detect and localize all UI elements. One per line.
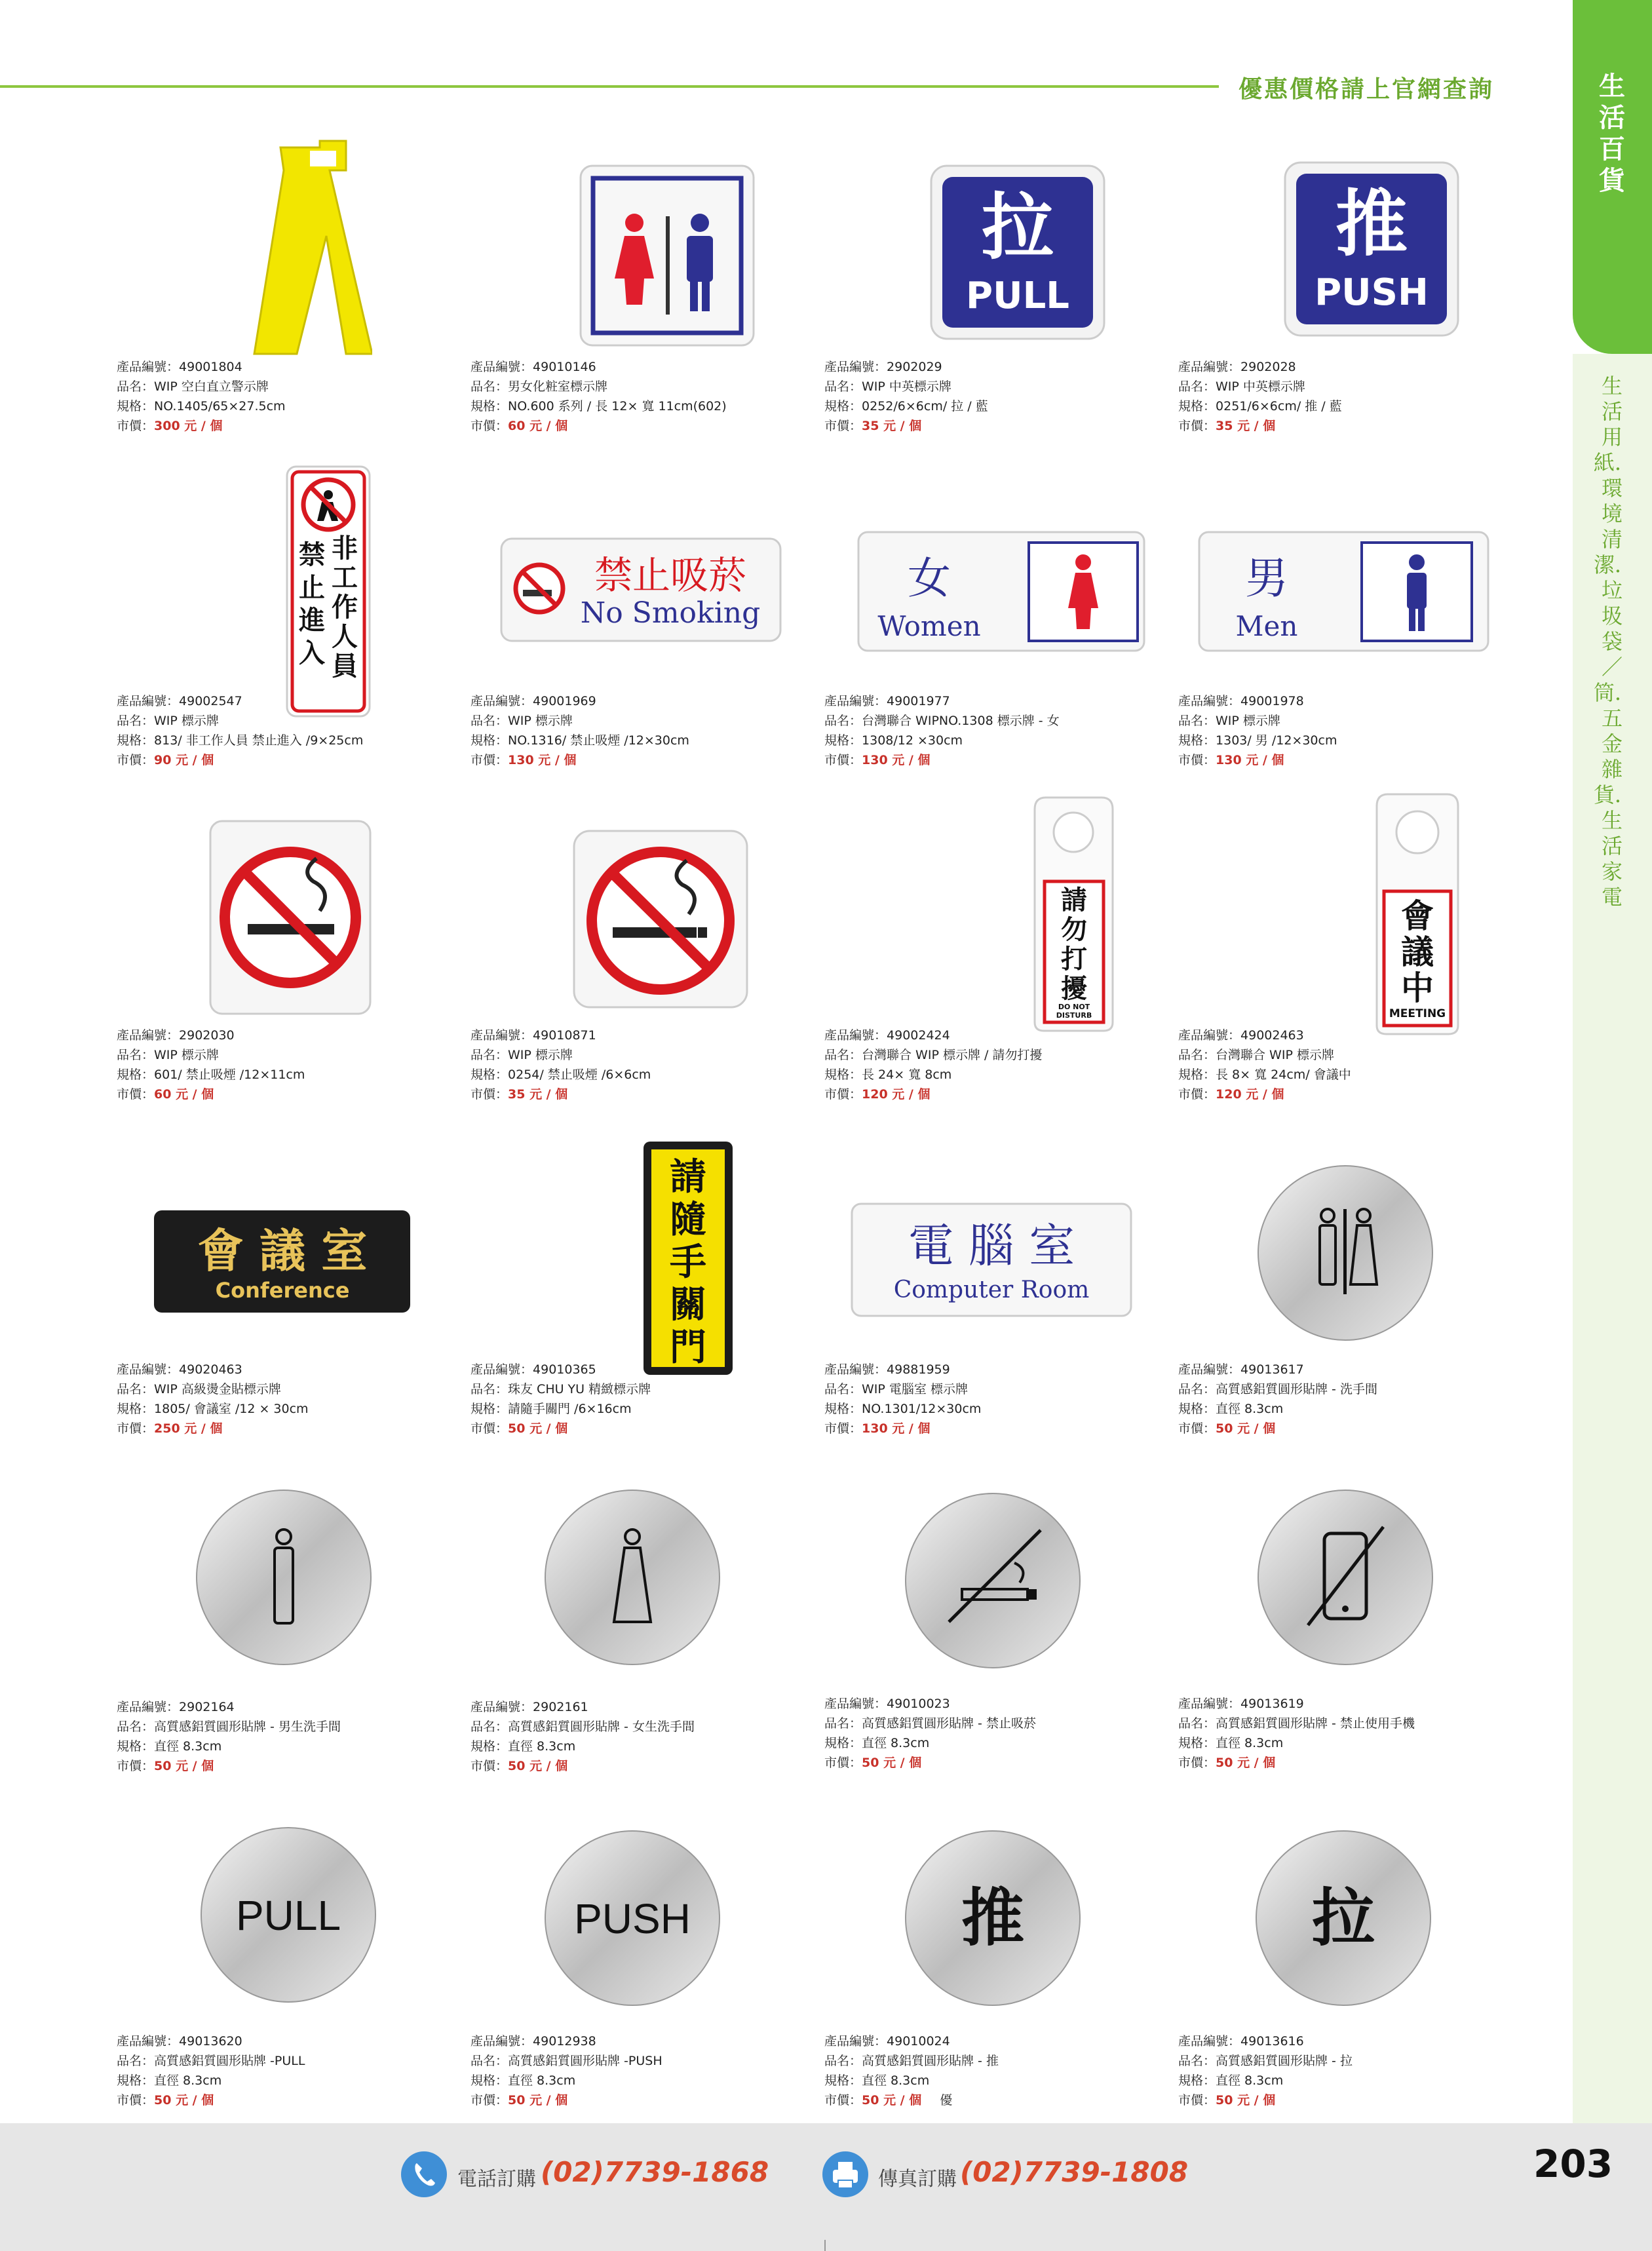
- svg-text:電 腦 室: 電 腦 室: [908, 1219, 1075, 1273]
- product-name: 品名：WIP 空白直立警示牌: [117, 379, 269, 394]
- product-code: 產品編號：49001969: [471, 694, 596, 708]
- product-code: 產品編號：49013620: [117, 2034, 242, 2049]
- meeting-hanger-icon: [1375, 793, 1460, 1035]
- product-price: 市價：35 元 / 個: [1178, 419, 1276, 433]
- svg-text:Conference: Conference: [215, 1278, 350, 1303]
- round-no-phone-plate-icon: [1256, 1488, 1436, 1668]
- product-code: 產品編號：49010024: [824, 2034, 950, 2049]
- product-card[interactable]: [1178, 131, 1519, 439]
- svg-text:PUSH: PUSH: [1315, 271, 1429, 314]
- product-price: 市價：60 元 / 個: [471, 419, 568, 433]
- product-price: 市價：50 元 / 個: [471, 2093, 568, 2107]
- product-price: 市價：130 元 / 個: [824, 1421, 931, 1436]
- product-code: 產品編號：49010871: [471, 1028, 596, 1043]
- svg-text:作: 作: [332, 592, 358, 623]
- product-card[interactable]: [824, 793, 1165, 1107]
- svg-text:請: 請: [670, 1156, 706, 1199]
- product-code: 產品編號：49010146: [471, 360, 596, 374]
- product-card[interactable]: [1178, 1822, 1519, 2123]
- product-price: 市價：35 元 / 個: [824, 419, 922, 433]
- product-name: 品名：WIP 標示牌: [471, 714, 573, 728]
- svg-text:中: 中: [1401, 969, 1434, 1007]
- product-name: 品名：高質感鋁質圓形貼牌 -PUSH: [471, 2054, 663, 2068]
- product-name: 品名：WIP 標示牌: [117, 714, 219, 728]
- product-code: 產品編號：49013616: [1178, 2034, 1304, 2049]
- svg-text:MEETING: MEETING: [1389, 1007, 1446, 1020]
- round-push-cn-plate-icon: [903, 1828, 1083, 2009]
- product-name: 品名：WIP 中英標示牌: [824, 379, 951, 394]
- product-price: 市價：50 元 / 個: [1178, 1756, 1276, 1770]
- product-spec: 規格：1805/ 會議室 /12 × 30cm: [117, 1402, 309, 1416]
- product-spec: 規格：1308/12 ×30cm: [824, 733, 963, 748]
- svg-text:DO NOT: DO NOT: [1058, 1003, 1090, 1011]
- product-card[interactable]: [471, 459, 811, 773]
- no-smoking-square-sign-icon: [208, 819, 372, 1016]
- do-not-disturb-hanger-icon: [1033, 796, 1115, 1032]
- product-name: 品名：WIP 高級燙金貼標示牌: [117, 1382, 281, 1396]
- product-card[interactable]: [824, 459, 1165, 773]
- product-spec: 規格：長 24× 寬 8cm: [824, 1068, 952, 1082]
- svg-text:Computer Room: Computer Room: [893, 1277, 1090, 1303]
- product-code: 產品編號：49013619: [1178, 1697, 1304, 1711]
- product-card[interactable]: [824, 1474, 1165, 1789]
- svg-text:No Smoking: No Smoking: [580, 596, 761, 630]
- product-spec: 規格：813/ 非工作人員 禁止進入 /9×25cm: [117, 733, 364, 748]
- product-card[interactable]: [824, 1822, 1165, 2123]
- fax-label: 傳真訂購: [878, 2168, 957, 2191]
- product-code: 產品編號：2902028: [1178, 360, 1296, 374]
- close-door-sign-icon: [642, 1140, 734, 1376]
- svg-text:會: 會: [1401, 897, 1434, 935]
- svg-text:Men: Men: [1235, 610, 1298, 642]
- product-price: 市價：250 元 / 個: [117, 1421, 223, 1436]
- no-smoking-sign-icon: [500, 537, 782, 642]
- svg-text:人: 人: [332, 622, 358, 652]
- svg-text:勿: 勿: [1061, 915, 1087, 945]
- svg-text:PUSH: PUSH: [574, 1895, 691, 1942]
- product-spec: 規格：NO.1301/12×30cm: [824, 1402, 982, 1416]
- svg-text:女: 女: [908, 553, 951, 604]
- svg-text:手: 手: [670, 1241, 706, 1284]
- fax-number[interactable]: (02)7739-1808: [960, 2156, 1189, 2188]
- product-name: 品名：男女化粧室標示牌: [471, 379, 608, 394]
- svg-text:進: 進: [299, 606, 325, 636]
- product-card[interactable]: [117, 1134, 457, 1448]
- product-code: 產品編號：49010365: [471, 1362, 596, 1377]
- product-card[interactable]: [1178, 793, 1519, 1107]
- no-entry-sign-icon: [286, 465, 371, 718]
- product-spec: 規格：1303/ 男 /12×30cm: [1178, 733, 1337, 748]
- product-price: 市價：50 元 / 個: [117, 2093, 214, 2107]
- product-name: 品名：WIP 標示牌: [471, 1048, 573, 1062]
- restroom-sign-icon: [579, 164, 756, 347]
- product-price: 市價：50 元 / 個: [824, 1756, 922, 1770]
- round-pull-cn-plate-icon: [1254, 1828, 1434, 2009]
- product-code: 產品編號：2902030: [117, 1028, 235, 1043]
- product-spec: 規格：直徑 8.3cm: [471, 2073, 576, 2088]
- product-name: 品名：WIP 標示牌: [1178, 714, 1280, 728]
- yellow-a-frame-sign-icon: [248, 138, 372, 360]
- product-code: 產品編號：49002424: [824, 1028, 950, 1043]
- product-card[interactable]: [117, 1822, 457, 2123]
- product-price: 市價：50 元 / 個: [1178, 1421, 1276, 1436]
- product-name: 品名：WIP 電腦室 標示牌: [824, 1382, 968, 1396]
- product-price: 市價：35 元 / 個: [471, 1087, 568, 1102]
- product-spec: 規格：直徑 8.3cm: [471, 1739, 576, 1754]
- round-no-smoking-plate-icon: [903, 1491, 1083, 1671]
- product-name: 品名：高質感鋁質圓形貼牌 -PULL: [117, 2054, 305, 2068]
- svg-text:禁: 禁: [299, 540, 325, 570]
- product-name: 品名：珠友 CHU YU 精緻標示牌: [471, 1382, 651, 1396]
- product-card[interactable]: [117, 459, 457, 773]
- svg-text:議: 議: [1401, 933, 1434, 971]
- product-spec: 規格：0254/ 禁止吸煙 /6×6cm: [471, 1068, 651, 1082]
- product-price: 市價：50 元 / 個: [471, 1421, 568, 1436]
- product-code: 產品編號：49010023: [824, 1697, 950, 1711]
- men-sign-icon: [1198, 531, 1489, 652]
- svg-text:請: 請: [1061, 885, 1087, 915]
- product-spec: 規格：請隨手關門 /6×16cm: [471, 1402, 632, 1416]
- svg-text:會 議 室: 會 議 室: [197, 1223, 368, 1278]
- product-price: 市價：120 元 / 個: [824, 1087, 931, 1102]
- product-code: 產品編號：49012938: [471, 2034, 596, 2049]
- product-spec: 規格：0251/6×6cm/ 推 / 藍: [1178, 399, 1342, 414]
- product-name: 品名：高質感鋁質圓形貼牌 - 男生洗手間: [117, 1720, 341, 1734]
- crop-mark: [824, 2240, 826, 2251]
- svg-text:員: 員: [332, 651, 358, 682]
- svg-text:推: 推: [1335, 182, 1408, 266]
- product-price: 市價：130 元 / 個: [471, 753, 577, 767]
- side-categories: 生活用紙．環境清潔．垃圾袋／筒．五金雜貨．生活家電: [1594, 374, 1636, 910]
- product-name: 品名：台灣聯合 WIPNO.1308 標示牌 - 女: [824, 714, 1060, 728]
- product-spec: 規格：直徑 8.3cm: [117, 1739, 222, 1754]
- svg-text:隨: 隨: [670, 1199, 706, 1241]
- product-spec: 規格：直徑 8.3cm: [824, 1736, 930, 1750]
- product-spec: 規格：直徑 8.3cm: [824, 2073, 930, 2088]
- round-pull-plate-icon: [199, 1825, 379, 2005]
- svg-text:拉: 拉: [1312, 1881, 1375, 1955]
- product-spec: 規格：NO.600 系列 / 長 12× 寬 11cm(602): [471, 399, 727, 414]
- svg-text:禁止吸菸: 禁止吸菸: [594, 553, 747, 598]
- conference-room-sign-icon: [153, 1209, 412, 1314]
- product-code: 產品編號：49002547: [117, 694, 242, 708]
- svg-text:非: 非: [332, 533, 358, 564]
- product-price: 市價：50 元 / 個: [471, 1759, 568, 1773]
- product-name: 品名：高質感鋁質圓形貼牌 - 禁止使用手機: [1178, 1716, 1415, 1731]
- product-code: 產品編號：2902029: [824, 360, 942, 374]
- header-note: 優惠價格請上官網查詢: [1239, 76, 1495, 103]
- product-card[interactable]: [824, 131, 1165, 439]
- product-name: 品名：WIP 標示牌: [117, 1048, 219, 1062]
- svg-text:擾: 擾: [1061, 974, 1087, 1004]
- svg-text:PULL: PULL: [966, 275, 1069, 317]
- product-code: 產品編號：49881959: [824, 1362, 950, 1377]
- product-code: 產品編號：49020463: [117, 1362, 242, 1377]
- product-card[interactable]: [471, 1822, 811, 2123]
- product-price: 市價：50 元 / 個: [1178, 2093, 1276, 2107]
- round-women-plate-icon: [543, 1488, 723, 1668]
- product-price: 市價：130 元 / 個: [1178, 753, 1284, 767]
- push-sign-icon: [1283, 161, 1460, 337]
- product-spec: 規格：0252/6×6cm/ 拉 / 藍: [824, 399, 988, 414]
- computer-room-sign-icon: [851, 1202, 1132, 1317]
- product-card[interactable]: [117, 793, 457, 1107]
- svg-text:止: 止: [299, 573, 325, 603]
- product-price: 市價：130 元 / 個: [824, 753, 931, 767]
- product-price: 市價：120 元 / 個: [1178, 1087, 1284, 1102]
- product-name: 品名：台灣聯合 WIP 標示牌: [1178, 1048, 1334, 1062]
- fax-icon: [822, 2151, 868, 2197]
- svg-text:工: 工: [332, 563, 358, 593]
- product-spec: 規格：直徑 8.3cm: [117, 2073, 222, 2088]
- pull-sign-icon: [929, 164, 1106, 341]
- header-rule: [0, 85, 1219, 88]
- svg-text:入: 入: [299, 638, 325, 668]
- svg-text:男: 男: [1245, 553, 1288, 604]
- svg-text:推: 推: [961, 1881, 1024, 1955]
- product-code: 產品編號：49013617: [1178, 1362, 1304, 1377]
- product-price: 市價：300 元 / 個: [117, 419, 223, 433]
- product-spec: 規格：長 8× 寬 24cm/ 會議中: [1178, 1068, 1351, 1082]
- product-card[interactable]: [471, 793, 811, 1107]
- svg-text:關: 關: [670, 1284, 706, 1326]
- product-spec: 規格：NO.1316/ 禁止吸煙 /12×30cm: [471, 733, 689, 748]
- product-price: 市價：90 元 / 個: [117, 753, 214, 767]
- product-price: 市價：60 元 / 個: [117, 1087, 214, 1102]
- product-card[interactable]: [1178, 1474, 1519, 1789]
- product-code: 產品編號：2902161: [471, 1700, 588, 1714]
- women-sign-icon: [857, 531, 1145, 652]
- svg-text:PULL: PULL: [235, 1892, 341, 1939]
- product-card[interactable]: [1178, 459, 1519, 773]
- product-spec: 規格：直徑 8.3cm: [1178, 1402, 1284, 1416]
- product-card[interactable]: [117, 1474, 457, 1789]
- product-code: 產品編號：49001977: [824, 694, 950, 708]
- svg-text:DISTURB: DISTURB: [1056, 1011, 1092, 1020]
- round-restroom-plate-icon: [1256, 1163, 1436, 1343]
- product-card[interactable]: [1178, 1134, 1519, 1448]
- product-code: 產品編號：49001978: [1178, 694, 1304, 708]
- product-price: 市價：50 元 / 個: [117, 1759, 214, 1773]
- phone-label: 電話訂購: [457, 2168, 536, 2191]
- product-card[interactable]: [117, 131, 457, 439]
- product-code: 產品編號：2902164: [117, 1700, 235, 1714]
- page-number: 203: [1533, 2142, 1613, 2186]
- product-card[interactable]: [471, 1474, 811, 1789]
- product-name: 品名：高質感鋁質圓形貼牌 - 推: [824, 2054, 999, 2068]
- product-spec: 規格：NO.1405/65×27.5cm: [117, 399, 286, 414]
- product-spec: 規格：601/ 禁止吸煙 /12×11cm: [117, 1068, 305, 1082]
- product-code: 產品編號：49002463: [1178, 1028, 1304, 1043]
- section-tab-title: 生活百貨: [1599, 71, 1625, 196]
- svg-text:Women: Women: [877, 610, 981, 642]
- product-spec: 規格：直徑 8.3cm: [1178, 1736, 1284, 1750]
- svg-text:門: 門: [670, 1326, 706, 1369]
- product-code: 產品編號：49001804: [117, 360, 242, 374]
- round-men-plate-icon: [194, 1488, 374, 1668]
- product-card[interactable]: [471, 131, 811, 439]
- product-name: 品名：高質感鋁質圓形貼牌 - 洗手間: [1178, 1382, 1377, 1396]
- product-name: 品名：高質感鋁質圓形貼牌 - 拉: [1178, 2054, 1353, 2068]
- product-card[interactable]: [471, 1134, 811, 1448]
- svg-text:打: 打: [1061, 944, 1087, 974]
- product-price: 市價：50 元 / 個 優: [824, 2093, 953, 2107]
- product-spec: 規格：直徑 8.3cm: [1178, 2073, 1284, 2088]
- svg-text:拉: 拉: [982, 185, 1054, 269]
- phone-icon: [401, 2151, 447, 2197]
- product-name: 品名：高質感鋁質圓形貼牌 - 禁止吸菸: [824, 1716, 1036, 1731]
- no-smoking-small-sign-icon: [572, 829, 749, 1009]
- product-name: 品名：台灣聯合 WIP 標示牌 / 請勿打擾: [824, 1048, 1043, 1062]
- phone-number[interactable]: (02)7739-1868: [541, 2156, 769, 2188]
- product-card[interactable]: [824, 1134, 1165, 1448]
- round-push-plate-icon: [543, 1828, 723, 2009]
- product-name: 品名：WIP 中英標示牌: [1178, 379, 1305, 394]
- product-name: 品名：高質感鋁質圓形貼牌 - 女生洗手間: [471, 1720, 695, 1734]
